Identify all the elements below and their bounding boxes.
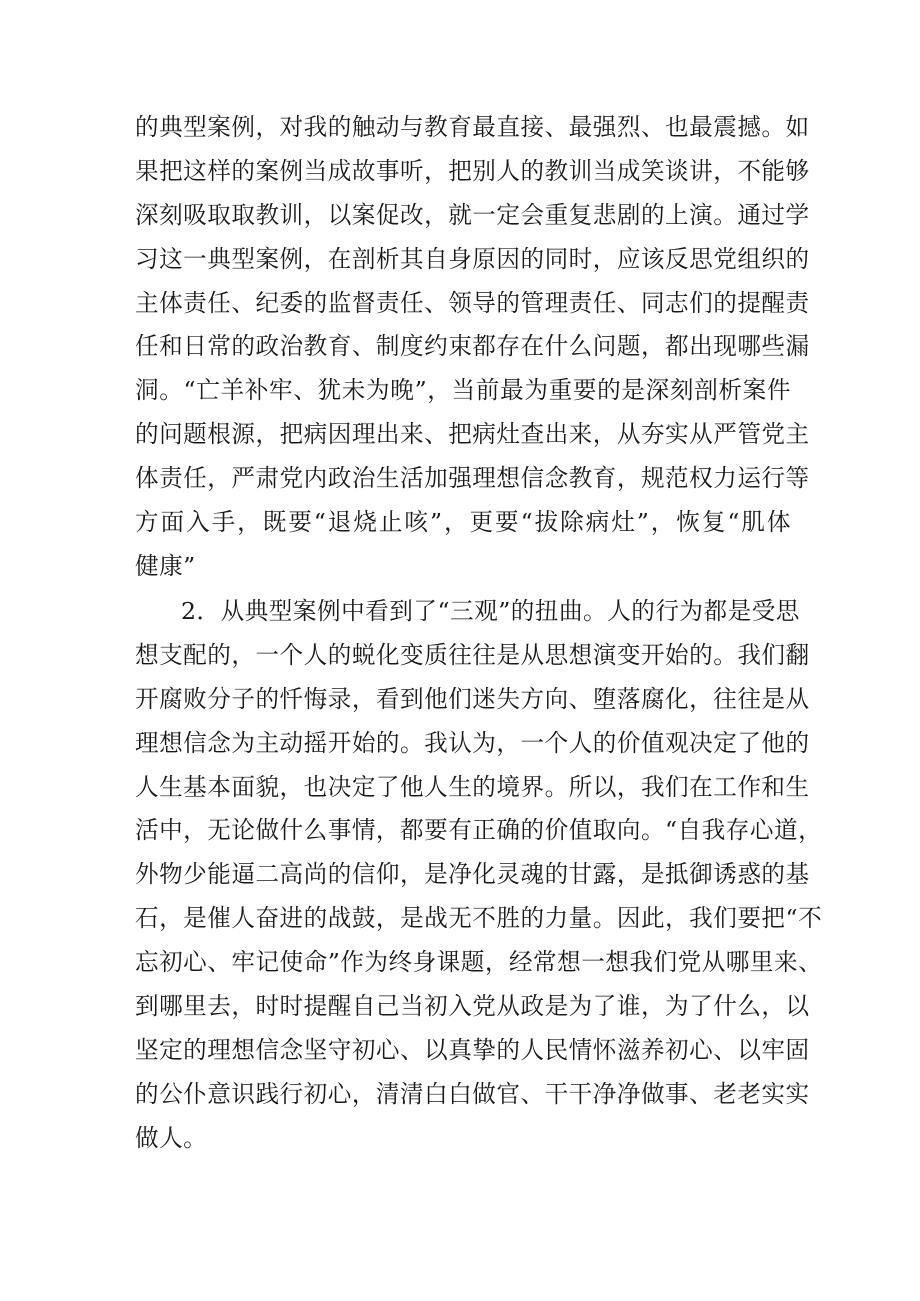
text-line: 到哪里去，时时提醒自己当初入党从政是为了谁，为了什么，以 xyxy=(135,992,810,1021)
text-line: 2．从典型案例中看到了“三观”的扭曲。人的行为都是受思 xyxy=(181,597,800,625)
text-line: 人生基本面貌，也决定了他人生的境界。所以，我们在工作和生 xyxy=(135,772,810,801)
text-line: 果把这样的案例当成故事听，把别人的教训当成笑谈讲，不能够 xyxy=(135,156,810,185)
text-line: 开腐败分子的忏悔录，看到他们迷失方向、堕落腐化，往往是从 xyxy=(135,684,810,713)
text-line: 的问题根源，把病因理出来、把病灶查出来，从夯实从严管党主 xyxy=(135,420,810,449)
text-line: 理想信念为主动摇开始的。我认为，一个人的价值观决定了他的 xyxy=(135,728,810,757)
text-line: 忘初心、牢记使命”作为终身课题，经常想一想我们党从哪里来、 xyxy=(135,948,823,977)
paragraph-2 xyxy=(135,590,823,1161)
text-line: 石，是催人奋进的战鼓，是战无不胜的力量。因此，我们要把“不 xyxy=(135,904,823,933)
text-line: 外物少能逼二高尚的信仰，是净化灵魂的甘露，是抵御诱惑的基 xyxy=(135,860,810,889)
text-line: 坚定的理想信念坚守初心、以真挚的人民情怀滋养初心、以牢固 xyxy=(135,1035,810,1064)
text-line: 任和日常的政治教育、制度约束都存在什么问题，都出现哪些漏 xyxy=(135,332,810,361)
text-line: 做人。 xyxy=(135,1123,208,1152)
text-line: 的典型案例，对我的触动与教育最直接、最强烈、也最震撼。如 xyxy=(135,113,810,141)
text-line: 主体责任、纪委的监督责任、领导的管理责任、同志们的提醒责 xyxy=(135,288,810,317)
text-line: 的公仆意识践行初心，清清白白做官、干干净净做事、老老实实 xyxy=(135,1079,810,1108)
text-line: 方面入手，既要“退烧止咳”，更要“拔除病灶”，恢复“肌体 xyxy=(135,508,791,537)
paragraph-1 xyxy=(135,106,810,589)
text-line: 活中，无论做什么事情，都要有正确的价值取向。“自我存心道， xyxy=(135,816,823,845)
text-line: 深刻吸取取教训，以案促改，就一定会重复悲剧的上演。通过学 xyxy=(135,200,810,229)
text-line: 洞。“亡羊补牢、犹未为晚”，当前最为重要的是深刻剖析案件 xyxy=(135,376,791,405)
text-line: 健康” xyxy=(135,551,196,580)
text-line: 体责任，严肃党内政治生活加强理想信念教育，规范权力运行等 xyxy=(135,464,810,493)
text-line: 习这一典型案例，在剖析其自身原因的同时，应该反思党组织的 xyxy=(135,244,810,273)
text-line: 想支配的，一个人的蜕化变质往往是从思想演变开始的。我们翻 xyxy=(135,640,810,669)
